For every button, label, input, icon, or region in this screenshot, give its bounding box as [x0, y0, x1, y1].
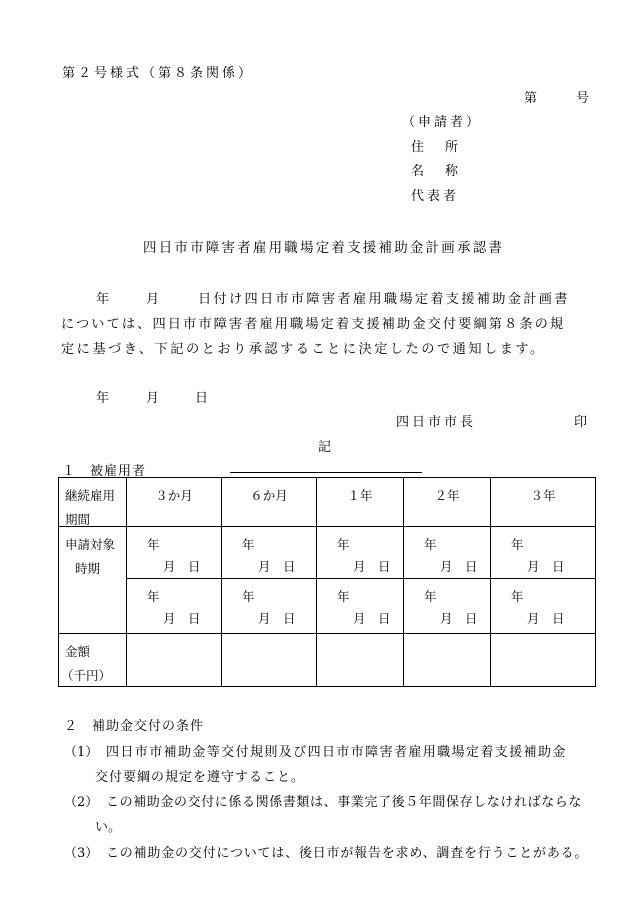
cell-year: 年 [147, 537, 160, 552]
condition-1-number: （1） [64, 745, 99, 760]
condition-2-number: （2） [64, 795, 99, 810]
row-label-amount [59, 634, 127, 687]
cell-year: 年 [337, 537, 350, 552]
period-cell [222, 478, 317, 527]
body-line1-month: 月 [146, 292, 162, 307]
cell-month-day: 月 日 [163, 559, 201, 574]
date-year: 年 [96, 391, 110, 406]
row-label-amount-a: 金額 [65, 644, 91, 659]
body-line1: 日付け四日市市障害者雇用職場定着支援補助金計画書 [198, 292, 570, 307]
period-label: １年 [347, 488, 373, 503]
document-number-prefix: 第 [524, 91, 538, 106]
body-line3: 定に基づき、下記のとおり承認することに決定したので通知します。 [61, 342, 546, 357]
condition-3-number: （3） [64, 846, 99, 861]
form-number: 第２号様式（第８条関係） [62, 66, 255, 81]
date-cell[interactable] [222, 527, 317, 579]
date-cell[interactable] [491, 579, 596, 634]
cell-year: 年 [242, 537, 255, 552]
subsidy-table [58, 477, 596, 687]
date-cell[interactable] [317, 579, 404, 634]
section1-heading: １ 被雇用者 [62, 464, 147, 479]
cell-year: 年 [242, 589, 255, 604]
cell-month-day: 月 日 [527, 611, 565, 626]
period-cell [317, 478, 404, 527]
condition-2-line2: い。 [95, 820, 122, 835]
row-label-period-a: 継続雇用 [65, 488, 116, 503]
condition-1-line1: 四日市市補助金等交付規則及び四日市市障害者雇用職場定着支援補助金 [106, 745, 567, 760]
applicant-address-label: 住 所 [411, 140, 463, 155]
date-cell[interactable] [127, 579, 222, 634]
cell-year: 年 [424, 589, 437, 604]
cell-year: 年 [337, 589, 350, 604]
condition-3-line1: この補助金の交付については、後日市が報告を求め、調査を行うことがある。 [106, 846, 589, 861]
condition-2-line1: この補助金の交付に係る関係書類は、事業完了後５年間保存しなければならな [106, 795, 583, 810]
cell-year: 年 [511, 537, 524, 552]
date-day: 日 [195, 391, 209, 406]
condition-1-line2: 交付要綱の規定を遵守すること。 [95, 770, 306, 785]
body-line2: については、四日市市障害者雇用職場定着支援補助金交付要綱第８条の規 [61, 317, 566, 332]
cell-month-day: 月 日 [440, 559, 478, 574]
cell-year: 年 [424, 537, 437, 552]
period-label: ３か月 [155, 488, 193, 503]
amount-cell[interactable] [404, 634, 491, 687]
employee-name-line [230, 472, 422, 473]
applicant-name-label: 名 称 [411, 164, 463, 179]
cell-year: 年 [511, 589, 524, 604]
period-label: ２年 [434, 488, 460, 503]
body-line1-year: 年 [96, 292, 112, 307]
cell-year: 年 [147, 589, 160, 604]
amount-cell[interactable] [317, 634, 404, 687]
cell-month-day: 月 日 [440, 611, 478, 626]
issuer-name: 四日市市長 [396, 415, 477, 430]
date-cell[interactable] [127, 527, 222, 579]
date-cell[interactable] [222, 579, 317, 634]
cell-month-day: 月 日 [353, 611, 391, 626]
row-label-timing [59, 527, 127, 634]
period-cell [404, 478, 491, 527]
period-label: ６か月 [250, 488, 288, 503]
cell-month-day: 月 日 [527, 559, 565, 574]
ki-heading: 記 [318, 440, 332, 455]
amount-cell[interactable] [222, 634, 317, 687]
amount-cell[interactable] [491, 634, 596, 687]
section2-heading: ２ 補助金交付の条件 [64, 719, 205, 734]
cell-month-day: 月 日 [258, 559, 296, 574]
seal-mark: 印 [574, 415, 588, 430]
period-cell [127, 478, 222, 527]
row-label-period-b: 期間 [65, 512, 91, 527]
cell-month-day: 月 日 [353, 559, 391, 574]
date-month: 月 [146, 391, 160, 406]
date-cell[interactable] [491, 527, 596, 579]
document-number-suffix: 号 [576, 91, 590, 106]
cell-month-day: 月 日 [163, 611, 201, 626]
date-cell[interactable] [317, 527, 404, 579]
date-cell[interactable] [404, 579, 491, 634]
row-label-period [59, 478, 127, 527]
period-label: ３年 [530, 488, 556, 503]
row-label-timing-b: 時期 [75, 561, 101, 576]
page-title: 四日市市障害者雇用職場定着支援補助金計画承認書 [143, 240, 505, 256]
row-label-amount-b: （千円） [61, 668, 112, 683]
amount-cell[interactable] [127, 634, 222, 687]
row-label-timing-a: 申請対象 [65, 537, 116, 552]
applicant-label: （申請者） [402, 115, 483, 130]
applicant-representative-label: 代表者 [411, 189, 460, 204]
period-cell [491, 478, 596, 527]
cell-month-day: 月 日 [258, 611, 296, 626]
date-cell[interactable] [404, 527, 491, 579]
